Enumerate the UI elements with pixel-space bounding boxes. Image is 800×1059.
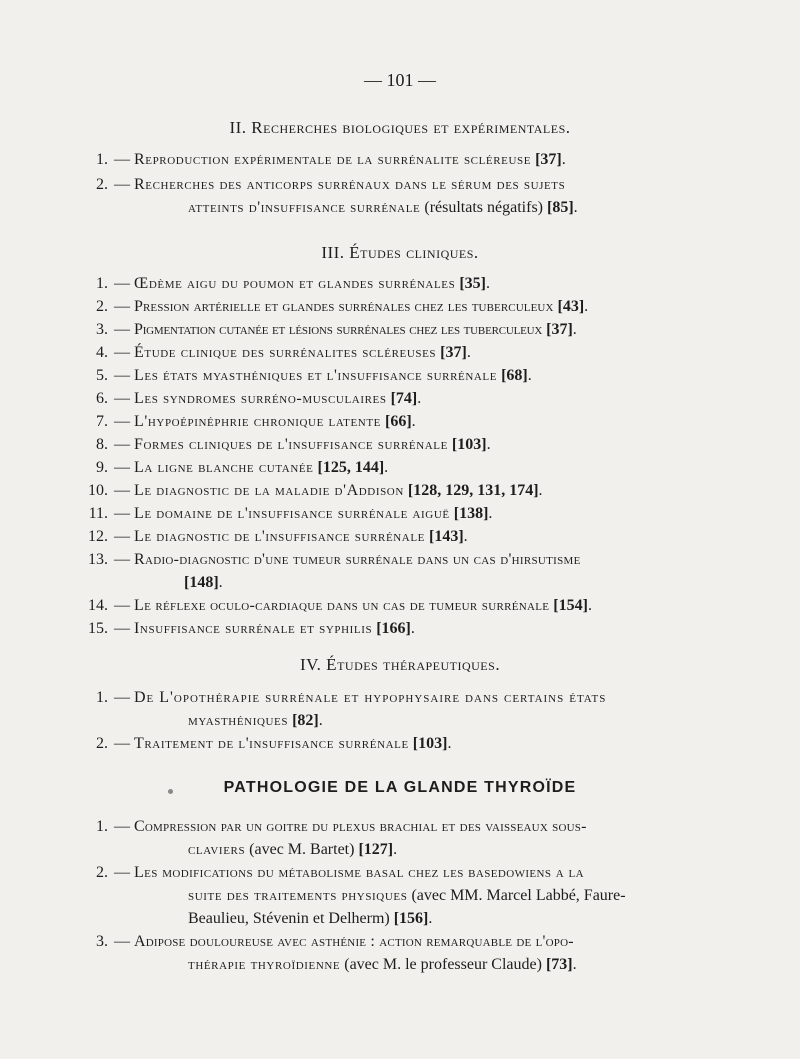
list-item-continuation: myasthéniques [82]. — [188, 712, 323, 729]
list-item: 2. — Recherches des anticorps surrénaux dans le sérum des sujets — [96, 176, 566, 193]
list-item: 2. — Traitement de l'insuffisance surrénale [103]. — [96, 735, 452, 752]
list-item: 10. — Le diagnostic de la maladie d'Addison [128, 129, 131, 174]. — [88, 482, 543, 499]
page-number: — 101 — — [364, 70, 436, 90]
list-item: 9. — La ligne blanche cutanée [125, 144]. — [96, 459, 389, 476]
list-item: 3. — Pigmentation cutanée et lésions surrénales chez les tuberculeux [37]. — [96, 321, 577, 338]
list-item: 6. — Les syndromes surréno-musculaires [74]. — [96, 390, 422, 407]
list-item: 1. — De L'opothérapie surrénale et hypophysaire dans certains états — [96, 689, 607, 706]
list-item: 12. — Le diagnostic de l'insuffisance surrénale [143]. — [88, 528, 468, 545]
list-item-continuation: claviers (avec M. Bartet) [127]. — [188, 841, 398, 858]
list-item: 13. — Radio-diagnostic d'une tumeur surrénale dans un cas d'hirsutisme — [88, 551, 581, 568]
list-item: 4. — Étude clinique des surrénalites scléreuses [37]. — [96, 344, 471, 361]
list-item: 8. — Formes cliniques de l'insuffisance surrénale [103]. — [96, 436, 491, 453]
list-item: 5. — Les états myasthéniques et l'insuffisance surrénale [68]. — [96, 367, 532, 384]
list-item: 2. — Les modifications du métabolisme basal chez les basedowiens a la — [96, 864, 584, 881]
section-title-thyroid: PATHOLOGIE DE LA GLANDE THYROÏDE — [223, 779, 577, 796]
list-item: 14. — Le réflexe oculo-cardiaque dans un cas de tumeur surrénale [154]. — [88, 597, 592, 614]
list-item: 1. — Œdème aigu du poumon et glandes surrénales [35]. — [96, 275, 490, 292]
list-item: 11. — Le domaine de l'insuffisance surrénale aiguë [138]. — [88, 505, 493, 522]
section-heading-clinical: III. Études cliniques. — [321, 243, 479, 262]
list-item: 3. — Adipose douloureuse avec asthénie : action remarquable de l'opo- — [96, 933, 574, 950]
list-item: 1. — Reproduction expérimentale de la surrénalite scléreuse [37]. — [96, 151, 566, 168]
list-item: 1. — Compression par un goitre du plexus brachial et des vaisseaux sous- — [96, 818, 587, 835]
section-heading-biological: II. Recherches biologiques et expérimentales. — [229, 118, 571, 137]
list-item-continuation: [148]. — [184, 574, 223, 591]
list-item-continuation: suite des traitements physiques (avec MM. Marcel Labbé, Faure- — [188, 887, 626, 904]
section-heading-therapeutic: IV. Études thérapeutiques. — [299, 655, 501, 674]
list-item-continuation: atteints d'insuffisance surrénale (résultats négatifs) [85]. — [188, 199, 578, 216]
list-item: 7. — L'hypoépinéphrie chronique latente [66]. — [96, 413, 416, 430]
list-item: 15. — Insuffisance surrénale et syphilis [166]. — [88, 620, 415, 637]
list-item-continuation: Beaulieu, Stévenin et Delherm) [156]. — [188, 910, 433, 927]
list-item: 2. — Pression artérielle et glandes surrénales chez les tuberculeux [43]. — [96, 298, 589, 315]
list-item-continuation: thérapie thyroïdienne (avec M. le professeur Claude) [73]. — [188, 956, 577, 973]
